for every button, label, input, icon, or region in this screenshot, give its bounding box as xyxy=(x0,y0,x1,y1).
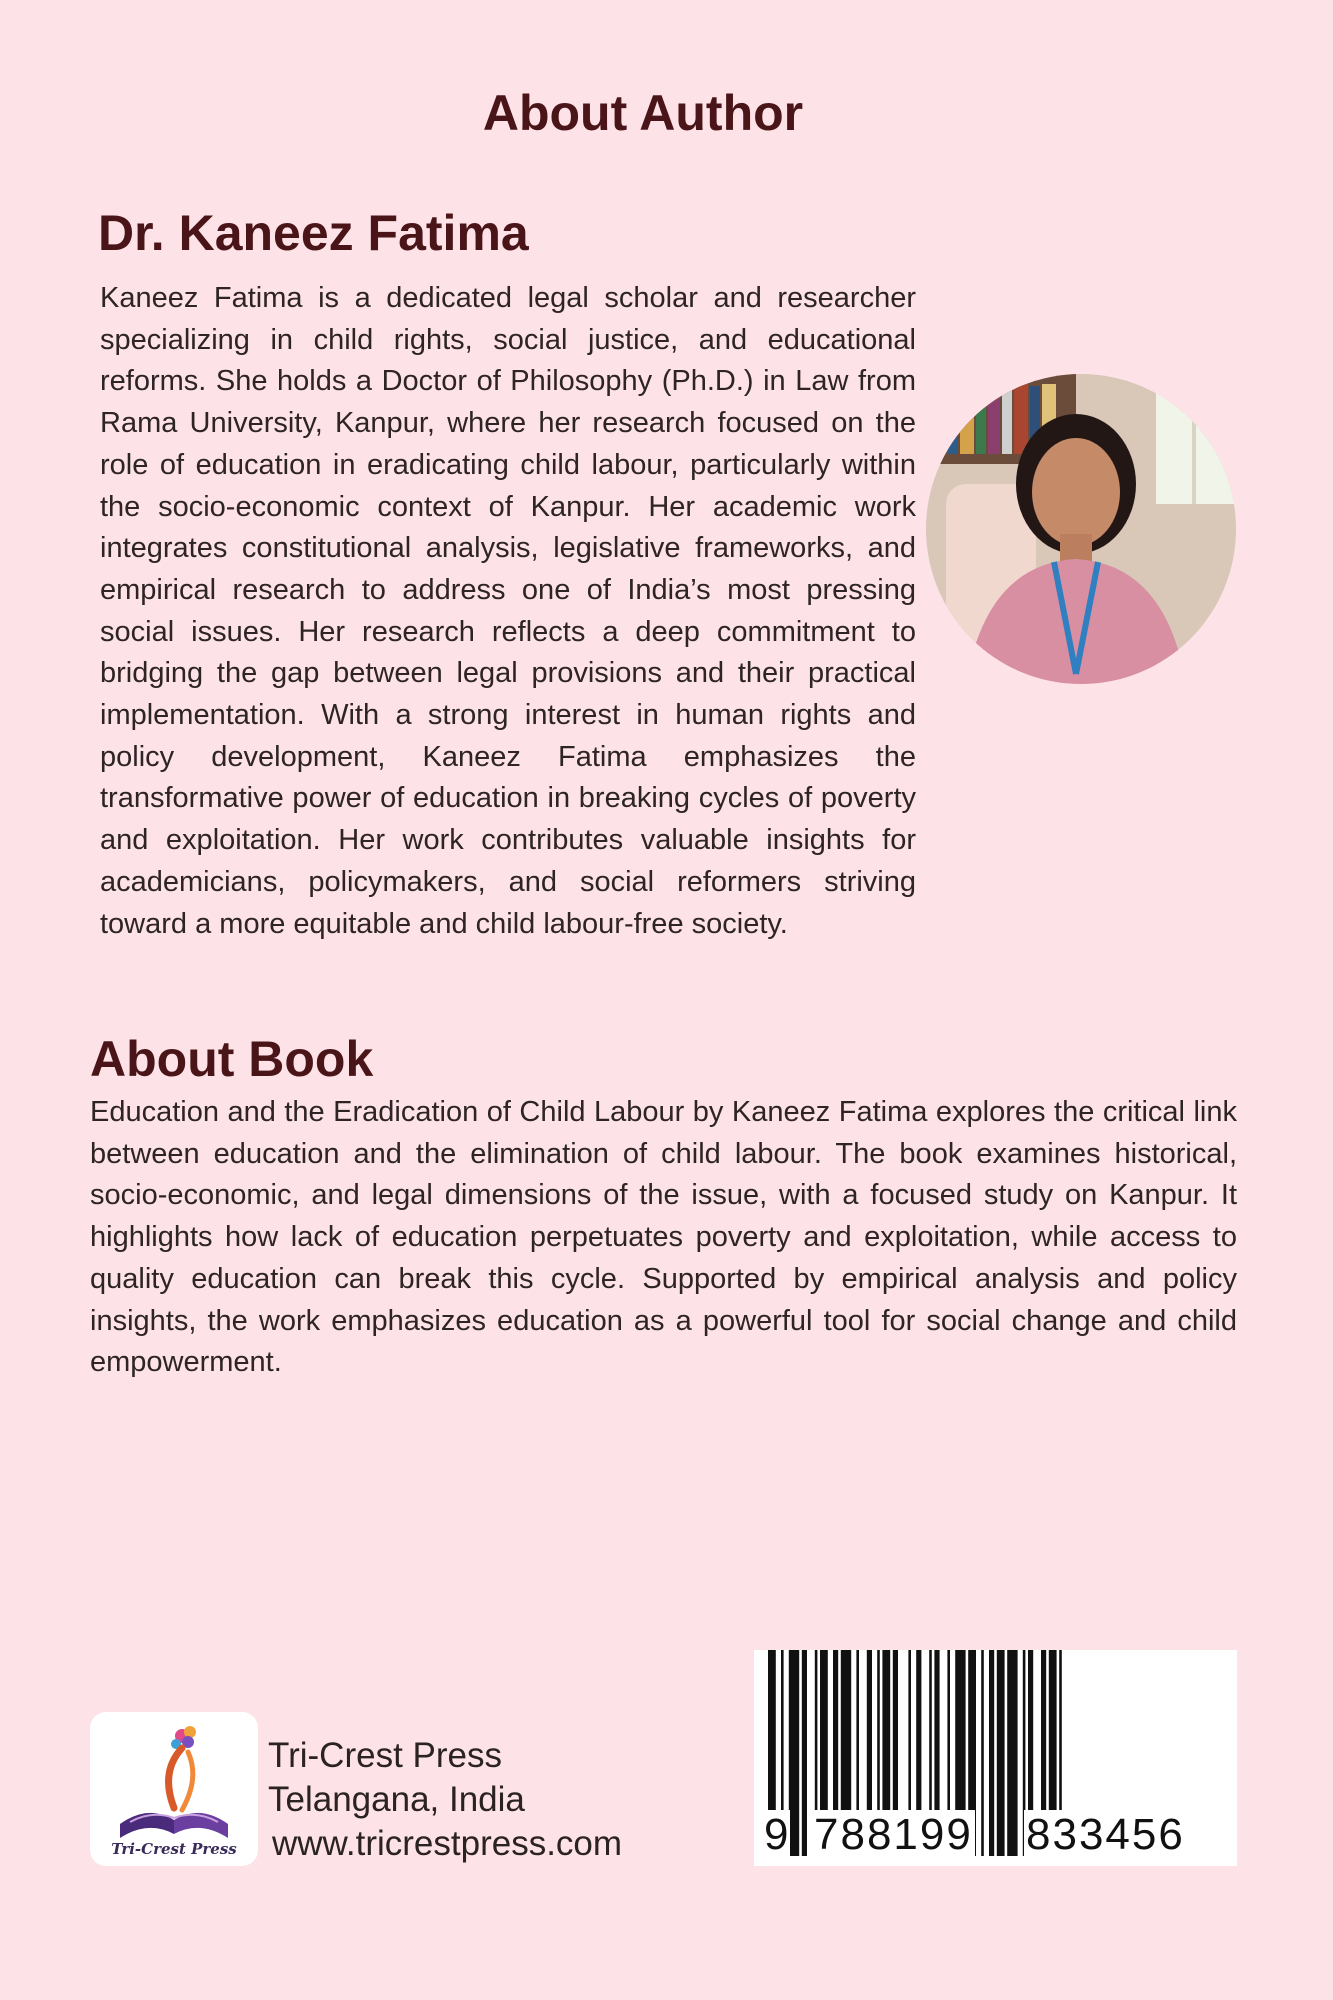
publisher-logo-text: Tri-Crest Press xyxy=(111,1840,237,1858)
isbn-barcode xyxy=(754,1650,1237,1866)
barcode-digit-first: 9 xyxy=(764,1810,789,1859)
publisher-logo xyxy=(90,1712,258,1866)
author-bio: Kaneez Fatima is a dedicated legal scholar and researcher specializing in child rights, social justice, and educational reforms. She holds a Doctor of Philosophy (Ph.D.) in Law from Rama University, Kanpur, where her research focused on the role of education in eradicating child labour, particularly within the socio-economic context of Kanpur. Her academic work integrates constitutional analysis, legislative frameworks, and empirical research to address one of India’s most pressing social issues. Her research reflects a deep commitment to bridging the gap between legal provisions and their practical implementation. With a strong interest in human rights and policy development, Kaneez Fatima emphasizes the transformative power of education in breaking cycles of poverty and exploitation. Her work contributes valuable insights for academicians, policymakers, and social reformers striving toward a more equitable and child labour-free society. xyxy=(100,282,916,940)
publisher-location: Telangana, India xyxy=(268,1780,525,1819)
about-book-heading: About Book xyxy=(90,1031,374,1087)
book-description: Education and the Eradication of Child Labour by Kaneez Fatima explores the critical link between education and the elimination of child labour. The book examines historical, socio-economic, and legal dimensions of the issue, with a focused study on Kanpur. It highlights how lack of education perpetuates poverty and exploitation, while access to quality education can break this cycle. Supported by empirical analysis and policy insights, the work emphasizes education as a powerful tool for social change and child empowerment. xyxy=(90,1096,1237,1379)
barcode-digits-left: 788199 xyxy=(814,1810,973,1859)
publisher-website[interactable]: www.tricrestpress.com xyxy=(272,1824,623,1863)
barcode-digits-right: 833456 xyxy=(1026,1810,1185,1859)
publisher-name: Tri-Crest Press xyxy=(268,1736,502,1775)
publisher-info xyxy=(268,1734,622,1866)
about-author-heading: About Author xyxy=(482,85,804,141)
author-name: Dr. Kaneez Fatima xyxy=(98,205,529,261)
barcode-digits xyxy=(754,1810,1237,1862)
author-photo xyxy=(926,374,1236,684)
